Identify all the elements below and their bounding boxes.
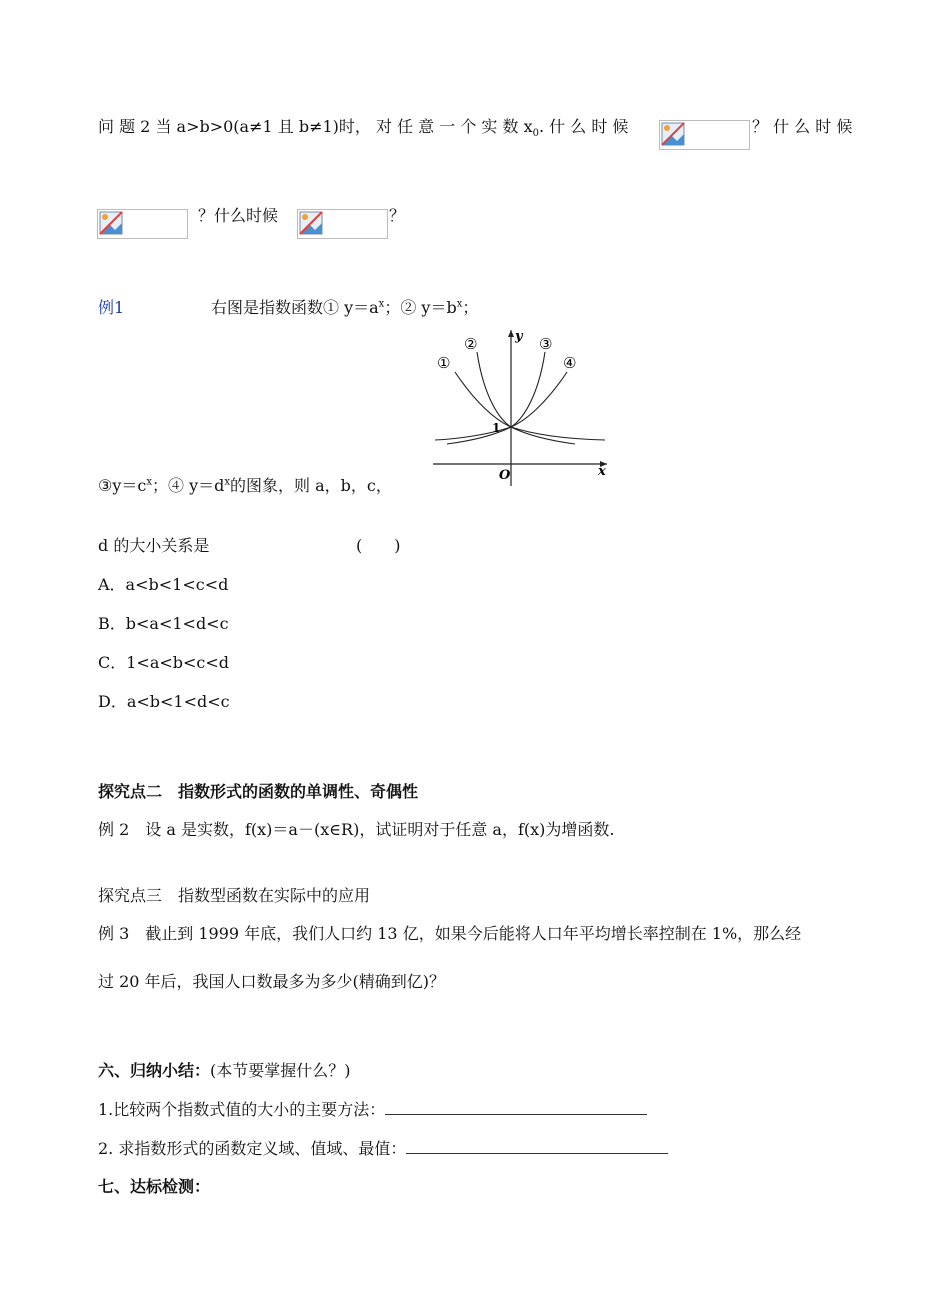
example-3-line2: 过 20 年后，我国人口数最多为多少(精确到亿)？	[98, 972, 446, 991]
example-3-line1: 例 3 截止到 1999 年底，我们人口约 13 亿，如果今后能将人口年平均增长率控制在 1%，那么经	[98, 924, 802, 943]
broken-image-icon	[661, 122, 685, 146]
exponential-graph	[425, 322, 615, 490]
y-axis-label: y	[515, 329, 523, 344]
example-1-label: 例1	[98, 298, 125, 317]
example-1-line3: d 的大小关系是	[98, 536, 210, 555]
curve-label-3: ③	[539, 335, 553, 353]
question-2-after-box2: ？什么时候	[198, 206, 279, 225]
intercept-label: 1	[492, 421, 501, 435]
formula-image-placeholder-1	[659, 120, 750, 150]
summary-heading: 六、归纳小结：	[98, 1061, 211, 1080]
curve-1	[455, 372, 605, 440]
option-a: A．a<b<1<c<d	[98, 575, 229, 594]
curve-label-1: ①	[437, 354, 451, 372]
y-axis-arrow	[508, 330, 514, 337]
origin-label: O	[499, 468, 511, 483]
broken-image-icon	[99, 211, 123, 235]
formula-image-placeholder-2	[97, 209, 188, 239]
x-axis-label: x	[598, 464, 606, 479]
answer-paren: ( )	[356, 536, 401, 555]
answer-blank-2[interactable]	[406, 1153, 668, 1154]
question-2-after-box1: ？ 什 么 时 候	[752, 117, 853, 136]
summary-item-1: 1.比较两个指数式值的大小的主要方法：	[98, 1097, 647, 1120]
answer-blank-1[interactable]	[385, 1114, 647, 1115]
option-d: D．a<b<1<d<c	[98, 692, 230, 711]
broken-image-icon	[299, 211, 323, 235]
curve-4	[435, 372, 567, 440]
option-c: C．1<a<b<c<d	[98, 653, 230, 672]
formula-image-placeholder-3	[297, 209, 388, 239]
section-2-heading: 探究点二 指数形式的函数的单调性、奇偶性	[98, 782, 419, 801]
example-1-stem: 右图是指数函数① $y=a^x$；② $y=b^x$；	[211, 298, 479, 317]
question-2-after-box3: ？	[389, 206, 406, 225]
question-2-line1: 问 题 2 当 a>b>0(a≠1 且 b≠1)时， 对 任 意 一 个 实 数 $x_0$. 什 么 时 候	[98, 117, 629, 140]
example-2: 例 2 设 a 是实数，f(x)＝a－(x∈R)，试证明对于任意 a，f(x)为增函数.	[98, 820, 615, 839]
section-3-heading: 探究点三 指数型函数在实际中的应用	[98, 886, 371, 905]
curve-label-4: ④	[563, 354, 577, 372]
curve-label-2: ②	[464, 335, 478, 353]
example-1-line2: $③y=c^x$；④ $y=d^x$的图象，则 a，b，c，	[98, 476, 392, 495]
option-b: B．b<a<1<d<c	[98, 614, 229, 633]
summary-heading-line	[98, 1058, 351, 1081]
summary-item-2: 2. 求指数形式的函数定义域、值域、最值：	[98, 1136, 668, 1159]
test-heading: 七、达标检测：	[98, 1177, 211, 1196]
summary-note: (本节要掌握什么？)	[210, 1061, 351, 1080]
